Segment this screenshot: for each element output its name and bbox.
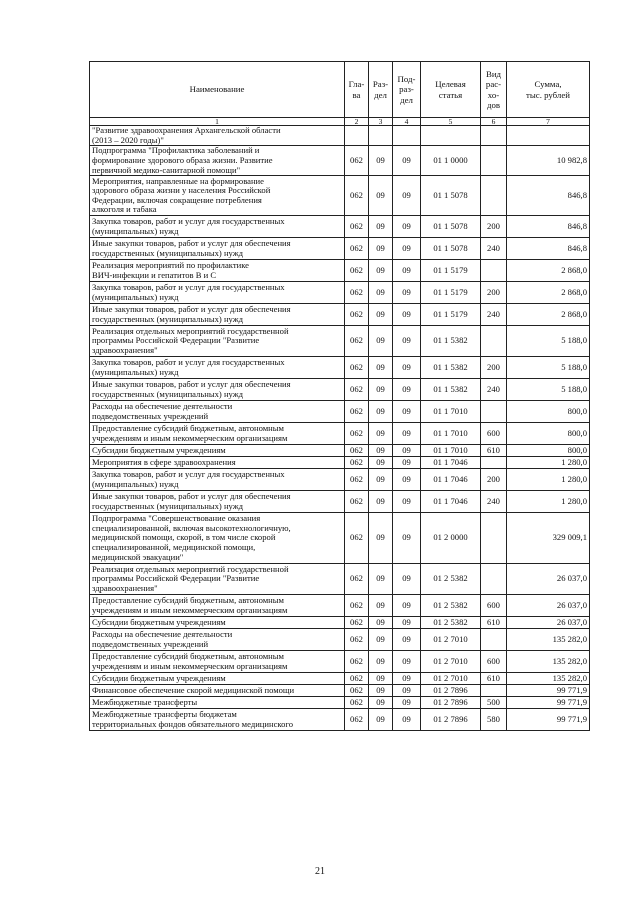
header-target: Целевая статья — [421, 62, 481, 118]
row-name: Иные закупки товаров, работ и услуг для обеспечения государственных (муниципальных) нужд — [90, 491, 345, 513]
row-glava: 062 — [345, 423, 369, 445]
row-sum: 10 982,8 — [507, 146, 590, 176]
row-target: 01 1 7046 — [421, 457, 481, 469]
row-glava: 062 — [345, 697, 369, 709]
row-target: 01 1 5078 — [421, 216, 481, 238]
row-sum: 1 280,0 — [507, 491, 590, 513]
row-name: Реализация отдельных мероприятий государственной программы Российской Федерации "Развитие здравоохранения" — [90, 326, 345, 357]
row-sum: 26 037,0 — [507, 617, 590, 629]
table-row — [90, 457, 590, 469]
row-name: Закупка товаров, работ и услуг для государственных (муниципальных) нужд — [90, 216, 345, 238]
row-target: 01 2 7010 — [421, 651, 481, 673]
row-name: Иные закупки товаров, работ и услуг для обеспечения государственных (муниципальных) нужд — [90, 379, 345, 401]
table-row — [90, 238, 590, 260]
row-target: 01 1 5382 — [421, 326, 481, 357]
row-glava: 062 — [345, 357, 369, 379]
table-row — [90, 564, 590, 595]
row-target: 01 1 5179 — [421, 282, 481, 304]
table-row — [90, 651, 590, 673]
table-row — [90, 423, 590, 445]
row-podrazdel: 09 — [393, 491, 421, 513]
row-sum: 5 188,0 — [507, 326, 590, 357]
row-podrazdel: 09 — [393, 146, 421, 176]
row-name: Субсидии бюджетным учреждениям — [90, 673, 345, 685]
row-glava: 062 — [345, 513, 369, 564]
row-glava: 062 — [345, 651, 369, 673]
column-number: 2 — [345, 118, 369, 126]
table-row — [90, 445, 590, 457]
row-sum: 846,8 — [507, 238, 590, 260]
row-name: Закупка товаров, работ и услуг для государственных (муниципальных) нужд — [90, 282, 345, 304]
column-number: 6 — [481, 118, 507, 126]
row-sum: 2 868,0 — [507, 304, 590, 326]
row-podrazdel: 09 — [393, 445, 421, 457]
row-sum: 99 771,9 — [507, 709, 590, 731]
row-vid — [481, 401, 507, 423]
row-vid: 500 — [481, 697, 507, 709]
row-razdel: 09 — [369, 595, 393, 617]
row-glava: 062 — [345, 617, 369, 629]
row-target: 01 1 7046 — [421, 469, 481, 491]
column-number: 1 — [90, 118, 345, 126]
table-row — [90, 617, 590, 629]
row-razdel: 09 — [369, 457, 393, 469]
column-number: 4 — [393, 118, 421, 126]
row-vid — [481, 513, 507, 564]
table-row — [90, 697, 590, 709]
row-podrazdel: 09 — [393, 176, 421, 216]
header-glava: Гла- ва — [345, 62, 369, 118]
row-vid: 240 — [481, 304, 507, 326]
row-glava: 062 — [345, 216, 369, 238]
row-podrazdel: 09 — [393, 216, 421, 238]
row-vid: 580 — [481, 709, 507, 731]
header-podrazdel: Под- раз- дел — [393, 62, 421, 118]
row-sum: 135 282,0 — [507, 651, 590, 673]
table-row — [90, 629, 590, 651]
row-vid: 240 — [481, 379, 507, 401]
table-row — [90, 673, 590, 685]
row-podrazdel: 09 — [393, 260, 421, 282]
table-header-row — [90, 62, 590, 118]
row-razdel: 09 — [369, 357, 393, 379]
row-podrazdel: 09 — [393, 401, 421, 423]
row-podrazdel: 09 — [393, 564, 421, 595]
row-glava: 062 — [345, 326, 369, 357]
row-glava: 062 — [345, 401, 369, 423]
row-name: Финансовое обеспечение скорой медицинской помощи — [90, 685, 345, 697]
table-row — [90, 491, 590, 513]
header-sum: Сумма, тыс. рублей — [507, 62, 590, 118]
row-name: Подпрограмма "Профилактика заболеваний и формирование здорового образа жизни. Развитие первичной медико-санитарной помощи" — [90, 146, 345, 176]
row-name: "Развитие здравоохранения Архангельской области (2013 – 2020 годы)" — [90, 126, 345, 146]
row-target: 01 1 5078 — [421, 238, 481, 260]
row-glava: 062 — [345, 304, 369, 326]
column-number: 5 — [421, 118, 481, 126]
row-glava: 062 — [345, 685, 369, 697]
row-name: Подпрограмма "Совершенствование оказания специализированной, включая высокотехнологичную, медицинской помощи, скорой, в том числе скорой специализированной, медицинской помощи, медицинской эвакуации" — [90, 513, 345, 564]
row-razdel — [369, 126, 393, 146]
row-vid — [481, 176, 507, 216]
row-podrazdel: 09 — [393, 709, 421, 731]
row-razdel: 09 — [369, 304, 393, 326]
row-target: 01 1 7010 — [421, 445, 481, 457]
row-name: Мероприятия в сфере здравоохранения — [90, 457, 345, 469]
row-podrazdel: 09 — [393, 304, 421, 326]
row-target: 01 1 7046 — [421, 491, 481, 513]
row-vid: 200 — [481, 282, 507, 304]
table-row — [90, 282, 590, 304]
row-sum: 99 771,9 — [507, 685, 590, 697]
row-target: 01 2 7896 — [421, 709, 481, 731]
table-row — [90, 595, 590, 617]
row-target: 01 1 7010 — [421, 423, 481, 445]
row-razdel: 09 — [369, 176, 393, 216]
row-podrazdel — [393, 126, 421, 146]
row-name: Реализация мероприятий по профилактике ВИЧ-инфекции и гепатитов B и C — [90, 260, 345, 282]
row-razdel: 09 — [369, 260, 393, 282]
table-row — [90, 126, 590, 146]
row-razdel: 09 — [369, 651, 393, 673]
row-name: Предоставление субсидий бюджетным, автономным учреждениям и иным некоммерческим организациям — [90, 595, 345, 617]
table-row — [90, 146, 590, 176]
row-glava — [345, 126, 369, 146]
row-podrazdel: 09 — [393, 595, 421, 617]
row-vid: 200 — [481, 469, 507, 491]
row-glava: 062 — [345, 457, 369, 469]
row-name: Межбюджетные трансферты бюджетам территориальных фондов обязательного медицинского — [90, 709, 345, 731]
row-glava: 062 — [345, 709, 369, 731]
row-vid — [481, 326, 507, 357]
row-razdel: 09 — [369, 629, 393, 651]
row-vid: 600 — [481, 595, 507, 617]
row-glava: 062 — [345, 445, 369, 457]
row-podrazdel: 09 — [393, 469, 421, 491]
table-body — [90, 126, 590, 731]
row-target: 01 1 5382 — [421, 357, 481, 379]
row-target: 01 2 0000 — [421, 513, 481, 564]
table-row — [90, 401, 590, 423]
row-name: Субсидии бюджетным учреждениям — [90, 445, 345, 457]
row-name: Предоставление субсидий бюджетным, автономным учреждениям и иным некоммерческим организациям — [90, 423, 345, 445]
table-row — [90, 260, 590, 282]
row-vid — [481, 564, 507, 595]
row-glava: 062 — [345, 146, 369, 176]
header-vid: Вид рас- хо- дов — [481, 62, 507, 118]
row-sum: 5 188,0 — [507, 379, 590, 401]
row-podrazdel: 09 — [393, 457, 421, 469]
row-razdel: 09 — [369, 146, 393, 176]
row-razdel: 09 — [369, 326, 393, 357]
row-vid: 200 — [481, 216, 507, 238]
row-podrazdel: 09 — [393, 357, 421, 379]
row-razdel: 09 — [369, 709, 393, 731]
row-target: 01 2 5382 — [421, 564, 481, 595]
row-sum: 329 009,1 — [507, 513, 590, 564]
row-name: Предоставление субсидий бюджетным, автономным учреждениям и иным некоммерческим организациям — [90, 651, 345, 673]
row-podrazdel: 09 — [393, 423, 421, 445]
row-sum: 800,0 — [507, 401, 590, 423]
row-target: 01 1 5382 — [421, 379, 481, 401]
row-razdel: 09 — [369, 469, 393, 491]
row-sum: 135 282,0 — [507, 629, 590, 651]
row-razdel: 09 — [369, 401, 393, 423]
table-row — [90, 326, 590, 357]
row-vid: 240 — [481, 491, 507, 513]
row-glava: 062 — [345, 282, 369, 304]
row-vid: 610 — [481, 445, 507, 457]
row-glava: 062 — [345, 379, 369, 401]
row-sum: 1 280,0 — [507, 457, 590, 469]
row-vid: 600 — [481, 651, 507, 673]
row-razdel: 09 — [369, 379, 393, 401]
row-sum: 26 037,0 — [507, 595, 590, 617]
row-glava: 062 — [345, 595, 369, 617]
row-vid — [481, 685, 507, 697]
row-glava: 062 — [345, 564, 369, 595]
row-vid — [481, 260, 507, 282]
row-sum: 846,8 — [507, 216, 590, 238]
row-vid — [481, 126, 507, 146]
row-vid: 600 — [481, 423, 507, 445]
row-glava: 062 — [345, 238, 369, 260]
row-podrazdel: 09 — [393, 282, 421, 304]
row-razdel: 09 — [369, 238, 393, 260]
row-target: 01 1 7010 — [421, 401, 481, 423]
row-name: Мероприятия, направленные на формирование здорового образа жизни у населения Российской Федерации, включая сокращение потребления алкоголя и табака — [90, 176, 345, 216]
row-target: 01 1 0000 — [421, 146, 481, 176]
row-sum — [507, 126, 590, 146]
table-row — [90, 304, 590, 326]
row-target: 01 2 5382 — [421, 617, 481, 629]
column-number: 7 — [507, 118, 590, 126]
row-sum: 135 282,0 — [507, 673, 590, 685]
budget-table — [89, 61, 590, 731]
row-glava: 062 — [345, 673, 369, 685]
row-vid: 200 — [481, 357, 507, 379]
row-razdel: 09 — [369, 445, 393, 457]
table-row — [90, 685, 590, 697]
row-sum: 5 188,0 — [507, 357, 590, 379]
row-podrazdel: 09 — [393, 513, 421, 564]
row-glava: 062 — [345, 260, 369, 282]
row-sum: 26 037,0 — [507, 564, 590, 595]
row-glava: 062 — [345, 629, 369, 651]
table-row — [90, 469, 590, 491]
row-vid: 240 — [481, 238, 507, 260]
table-row — [90, 216, 590, 238]
row-target: 01 1 5078 — [421, 176, 481, 216]
row-name: Расходы на обеспечение деятельности подведомственных учреждений — [90, 629, 345, 651]
table-row — [90, 357, 590, 379]
row-vid: 610 — [481, 617, 507, 629]
column-number: 3 — [369, 118, 393, 126]
row-sum: 1 280,0 — [507, 469, 590, 491]
row-podrazdel: 09 — [393, 651, 421, 673]
row-target: 01 2 7896 — [421, 697, 481, 709]
row-name: Иные закупки товаров, работ и услуг для обеспечения государственных (муниципальных) нужд — [90, 238, 345, 260]
row-target: 01 2 7010 — [421, 673, 481, 685]
row-razdel: 09 — [369, 282, 393, 304]
row-razdel: 09 — [369, 216, 393, 238]
row-podrazdel: 09 — [393, 697, 421, 709]
row-name: Реализация отдельных мероприятий государственной программы Российской Федерации "Развитие здравоохранения" — [90, 564, 345, 595]
row-name: Расходы на обеспечение деятельности подведомственных учреждений — [90, 401, 345, 423]
row-glava: 062 — [345, 469, 369, 491]
row-sum: 99 771,9 — [507, 697, 590, 709]
row-vid — [481, 146, 507, 176]
row-name: Закупка товаров, работ и услуг для государственных (муниципальных) нужд — [90, 357, 345, 379]
row-name: Межбюджетные трансферты — [90, 697, 345, 709]
row-target: 01 2 5382 — [421, 595, 481, 617]
header-name: Наименование — [90, 62, 345, 118]
row-razdel: 09 — [369, 685, 393, 697]
row-razdel: 09 — [369, 491, 393, 513]
row-podrazdel: 09 — [393, 238, 421, 260]
row-razdel: 09 — [369, 564, 393, 595]
row-vid — [481, 629, 507, 651]
row-target — [421, 126, 481, 146]
table-row — [90, 709, 590, 731]
row-razdel: 09 — [369, 513, 393, 564]
row-razdel: 09 — [369, 423, 393, 445]
row-sum: 800,0 — [507, 445, 590, 457]
row-podrazdel: 09 — [393, 629, 421, 651]
row-sum: 2 868,0 — [507, 282, 590, 304]
row-podrazdel: 09 — [393, 379, 421, 401]
row-sum: 2 868,0 — [507, 260, 590, 282]
row-target: 01 1 5179 — [421, 260, 481, 282]
row-sum: 800,0 — [507, 423, 590, 445]
row-name: Иные закупки товаров, работ и услуг для обеспечения государственных (муниципальных) нужд — [90, 304, 345, 326]
row-razdel: 09 — [369, 617, 393, 629]
column-number-row — [90, 118, 590, 126]
row-name: Закупка товаров, работ и услуг для государственных (муниципальных) нужд — [90, 469, 345, 491]
row-podrazdel: 09 — [393, 685, 421, 697]
row-sum: 846,8 — [507, 176, 590, 216]
row-vid: 610 — [481, 673, 507, 685]
row-podrazdel: 09 — [393, 673, 421, 685]
row-vid — [481, 457, 507, 469]
row-glava: 062 — [345, 491, 369, 513]
row-podrazdel: 09 — [393, 326, 421, 357]
row-name: Субсидии бюджетным учреждениям — [90, 617, 345, 629]
table-row — [90, 176, 590, 216]
row-target: 01 1 5179 — [421, 304, 481, 326]
table-row — [90, 379, 590, 401]
row-razdel: 09 — [369, 673, 393, 685]
row-target: 01 2 7896 — [421, 685, 481, 697]
row-razdel: 09 — [369, 697, 393, 709]
row-glava: 062 — [345, 176, 369, 216]
row-podrazdel: 09 — [393, 617, 421, 629]
header-razdel: Раз- дел — [369, 62, 393, 118]
page-number: 21 — [315, 866, 325, 877]
row-target: 01 2 7010 — [421, 629, 481, 651]
table-row — [90, 513, 590, 564]
